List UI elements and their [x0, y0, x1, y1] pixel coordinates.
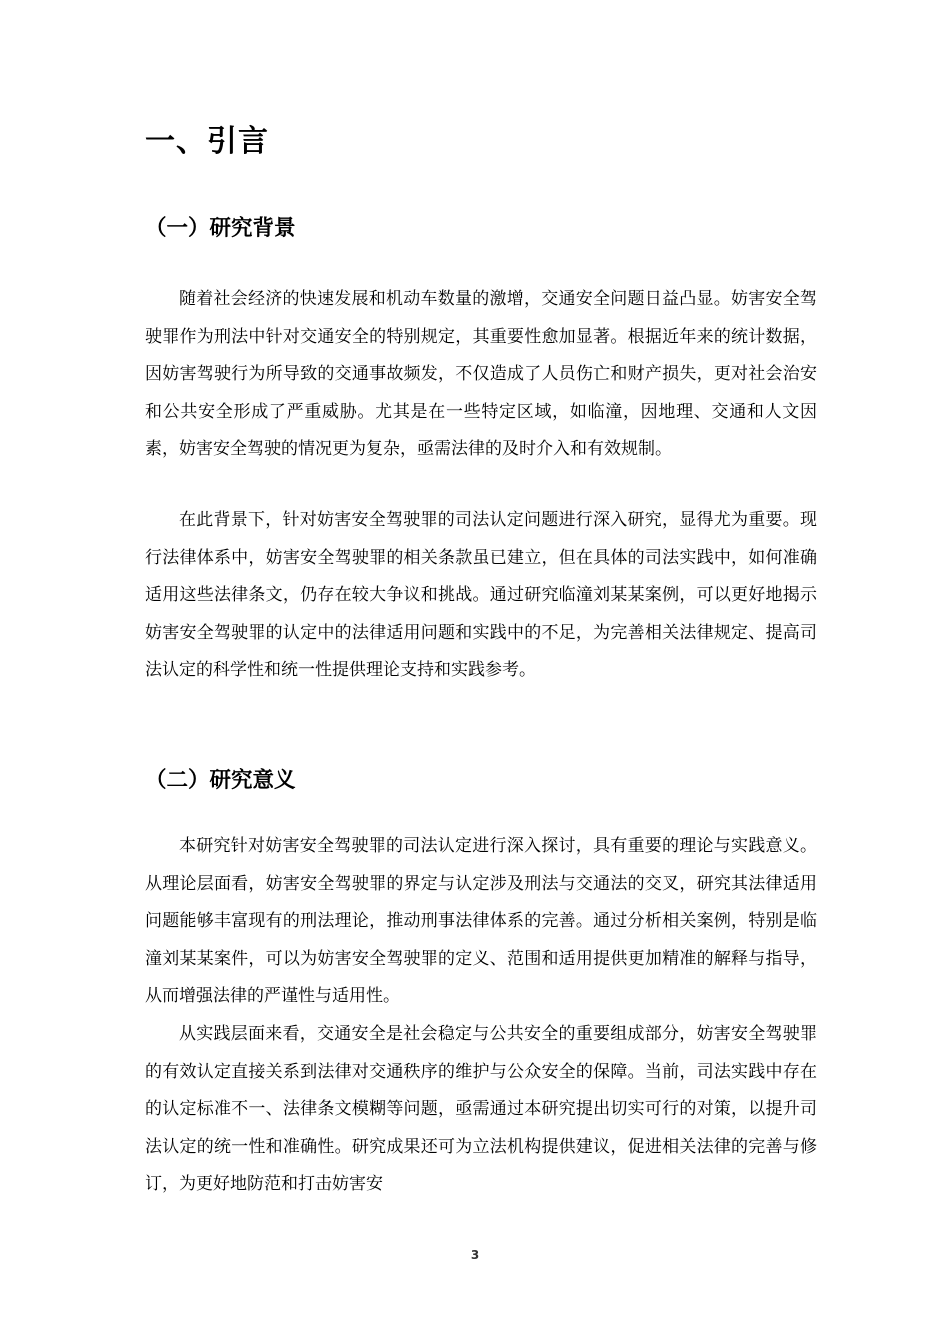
page-number: 3: [470, 1248, 480, 1262]
section-heading-significance: （二）研究意义: [145, 768, 296, 793]
chapter-heading: 一、引言: [145, 124, 269, 159]
paragraph-significance-1: 本研究针对妨害安全驾驶罪的司法认定进行深入探讨，具有重要的理论与实践意义。从理论层面看，妨害安全驾驶罪的界定与认定涉及刑法与交通法的交叉，研究其法律适用问题能够丰富现有的刑法理论，推动刑事法律体系的完善。通过分析相关案例，特别是临潼刘某某案件，可以为妨害安全驾驶罪的定义、范围和适用提供更加精准的解释与指导，从而增强法律的严谨性与适用性。: [145, 836, 817, 1006]
paragraph-background-1: 随着社会经济的快速发展和机动车数量的激增，交通安全问题日益凸显。妨害安全驾驶罪作为刑法中针对交通安全的特别规定，其重要性愈加显著。根据近年来的统计数据，因妨害驾驶行为所导致的交通事故频发，不仅造成了人员伤亡和财产损失，更对社会治安和公共安全形成了严重威胁。尤其是在一些特定区域，如临潼，因地理、交通和人文因素，妨害安全驾驶的情况更为复杂，亟需法律的及时介入和有效规制。: [145, 289, 817, 459]
section-heading-background: （一）研究背景: [145, 216, 296, 241]
paragraph-significance-2: 从实践层面来看，交通安全是社会稳定与公共安全的重要组成部分，妨害安全驾驶罪的有效认定直接关系到法律对交通秩序的维护与公众安全的保障。当前，司法实践中存在的认定标准不一、法律条文模糊等问题，亟需通过本研究提出切实可行的对策，以提升司法认定的统一性和准确性。研究成果还可为立法机构提供建议，促进相关法律的完善与修订，为更好地防范和打击妨害安: [145, 1024, 817, 1194]
paragraph-background-2: 在此背景下，针对妨害安全驾驶罪的司法认定问题进行深入研究，显得尤为重要。现行法律体系中，妨害安全驾驶罪的相关条款虽已建立，但在具体的司法实践中，如何准确适用这些法律条文，仍存在较大争议和挑战。通过研究临潼刘某某案例，可以更好地揭示妨害安全驾驶罪的认定中的法律适用问题和实践中的不足，为完善相关法律规定、提高司法认定的科学性和统一性提供理论支持和实践参考。: [145, 510, 817, 680]
